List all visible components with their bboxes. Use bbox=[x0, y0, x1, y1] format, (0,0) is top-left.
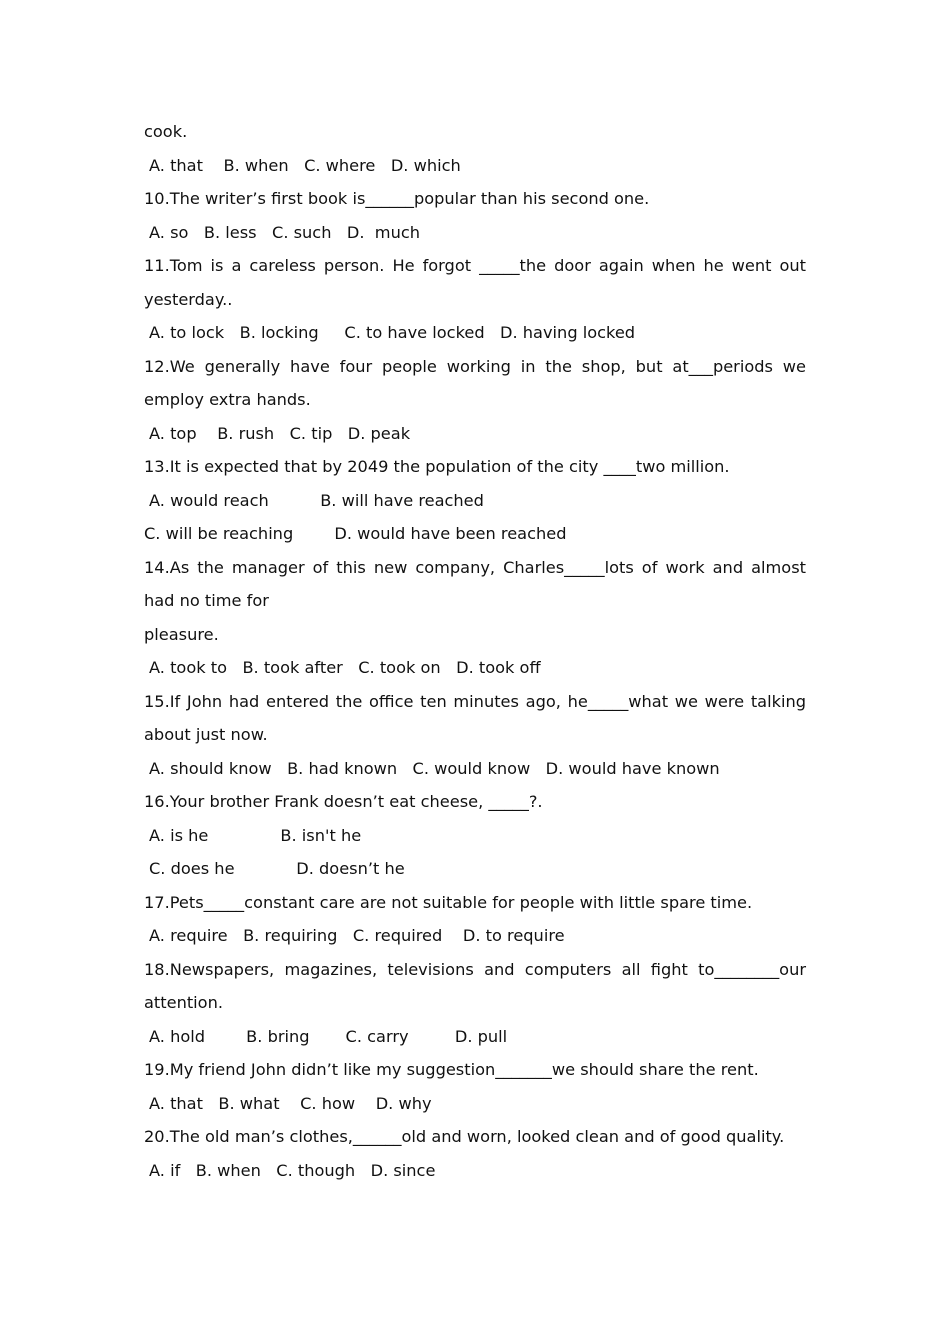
answer-options: A. if B. when C. though D. since bbox=[149, 1160, 436, 1180]
text-line: about just now. bbox=[144, 725, 268, 744]
answer-options: A. so B. less C. such D. much bbox=[149, 222, 420, 242]
question-11: 11.Tom is a careless person. He forgot _____the door again when he went out bbox=[144, 256, 806, 275]
answer-options: A. require B. requiring C. required D. to require bbox=[149, 926, 565, 945]
question-10: 10.The writer’s first book is______popular than his second one. bbox=[144, 189, 650, 208]
text-line: pleasure. bbox=[144, 624, 219, 644]
answer-options: A. hold B. bring C. carry D. pull bbox=[149, 1026, 508, 1046]
answer-options: A. top B. rush C. tip D. peak bbox=[149, 423, 411, 443]
answer-options: A. that B. what C. how D. why bbox=[149, 1093, 432, 1113]
answer-options: A. that B. when C. where D. which bbox=[149, 155, 461, 175]
answer-options: A. is he B. isn't he bbox=[149, 825, 362, 845]
question-19: 19.My friend John didn’t like my suggestion_______we should share the rent. bbox=[144, 1060, 759, 1079]
question-15: 15.If John had entered the office ten minutes ago, he_____what we were talking bbox=[144, 691, 806, 711]
text-line: yesterday.. bbox=[144, 289, 233, 309]
question-12: 12.We generally have four people working in the shop, but at___periods we bbox=[144, 356, 806, 376]
answer-options: A. would reach B. will have reached bbox=[149, 490, 484, 510]
text-line: cook. bbox=[144, 122, 188, 141]
question-20: 20.The old man’s clothes,______old and worn, looked clean and of good quality. bbox=[144, 1127, 785, 1146]
question-17: 17.Pets_____constant care are not suitable for people with little spare time. bbox=[144, 892, 753, 912]
answer-options: A. took to B. took after C. took on D. took off bbox=[149, 658, 541, 677]
question-14: 14.As the manager of this new company, Charles_____lots of work and almost bbox=[144, 557, 806, 577]
text-line: employ extra hands. bbox=[144, 390, 311, 409]
text-line: attention. bbox=[144, 993, 223, 1012]
document-page bbox=[144, 115, 806, 1187]
question-18: 18.Newspapers, magazines, televisions and computers all fight to________our bbox=[144, 959, 806, 979]
answer-options: C. will be reaching D. would have been reached bbox=[144, 524, 567, 543]
question-13: 13.It is expected that by 2049 the population of the city ____two million. bbox=[144, 457, 730, 476]
answer-options: A. to lock B. locking C. to have locked D. having locked bbox=[149, 323, 636, 342]
answer-options: C. does he D. doesn’t he bbox=[149, 859, 405, 878]
question-16: 16.Your brother Frank doesn’t eat cheese, _____?. bbox=[144, 792, 543, 811]
answer-options: A. should know B. had known C. would know D. would have known bbox=[149, 758, 720, 778]
text-line: had no time for bbox=[144, 591, 269, 610]
